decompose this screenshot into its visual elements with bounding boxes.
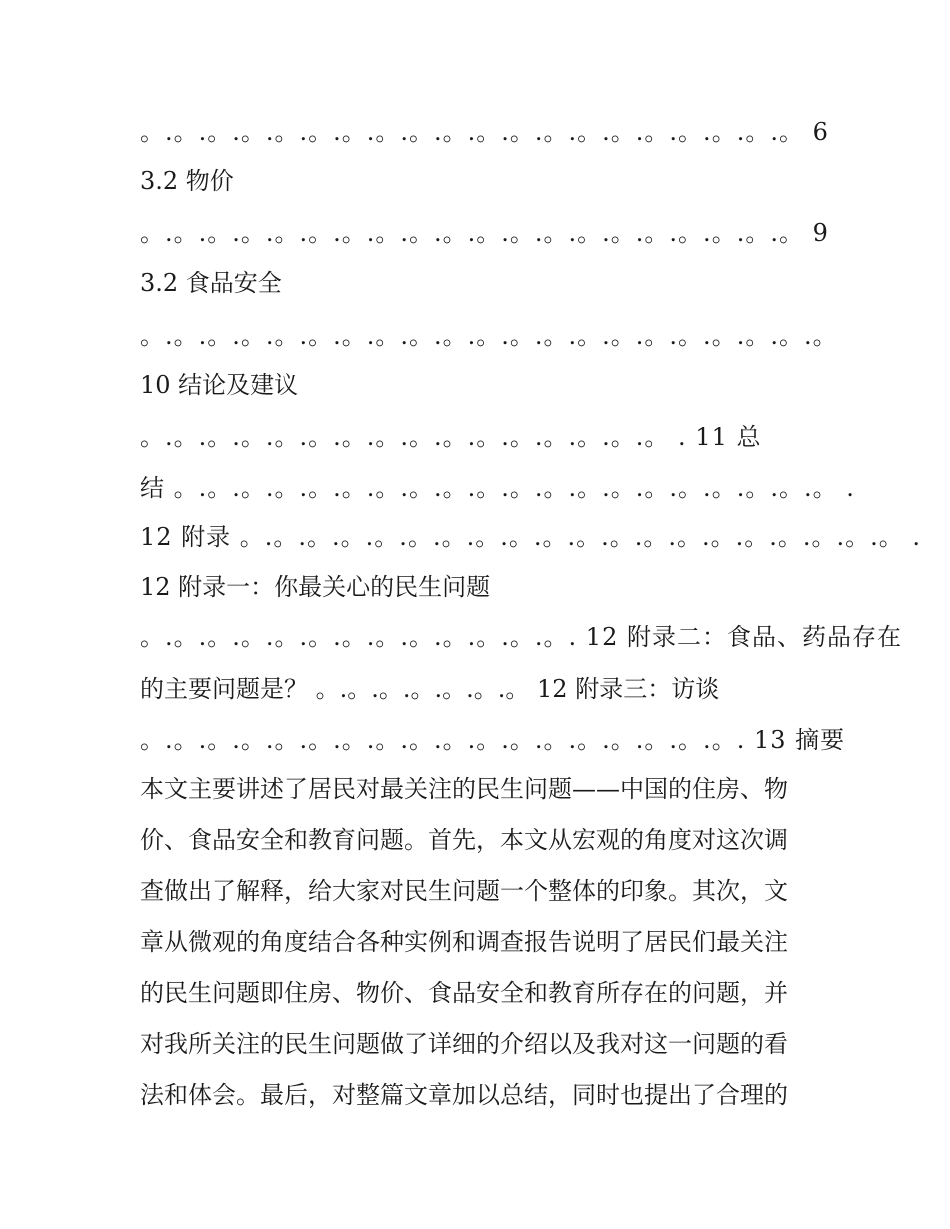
toc-leader-line: 。.。.。.。.。.。.。.。.。.。.。.。.。.。.。.。.。.。.。.。 9 (140, 219, 829, 247)
abstract-line: 章从微观的角度结合各种实例和调查报告说明了居民们最关注 (140, 928, 788, 956)
abstract-line: 价、食品安全和教育问题。首先，本文从宏观的角度对这次调 (140, 826, 788, 854)
abstract-line: 本文主要讲述了居民对最关注的民生问题——中国的住房、物 (140, 775, 788, 803)
toc-leader-line: 。.。.。.。.。.。.。.。.。.。.。.。.。.。.。.。 . 11 总 (140, 423, 762, 451)
toc-entry: 10 结论及建议 (140, 371, 299, 399)
toc-leader-line: 。.。.。.。.。.。.。.。.。.。.。.。.。.。.。.。.。.。.。.。.。 (140, 322, 838, 350)
toc-entry: 3.2 食品安全 (140, 269, 282, 297)
abstract-line: 的民生问题即住房、物价、食品安全和教育所存在的问题，并 (140, 979, 788, 1007)
toc-leader-line: 。.。.。.。.。.。.。.。.。.。.。.。.。.。.。.。.。.。.。.。 6 (140, 118, 829, 146)
toc-entry: 。.。.。.。.。.。.。.。.。.。.。.。.。. 12 附录二：食品、药品存在 (140, 623, 902, 651)
toc-entry: 12 附录一：你最关心的民生问题 (140, 573, 491, 601)
toc-entry: 。.。.。.。.。.。.。.。.。.。.。.。.。.。.。.。.。.。. 13 摘要 (140, 726, 846, 754)
toc-entry: 12 附录 。.。.。.。.。.。.。.。.。.。.。.。.。.。.。.。.。.。.。.。 . (140, 523, 922, 551)
toc-entry: 3.2 物价 (140, 167, 234, 195)
toc-entry: 结 。.。.。.。.。.。.。.。.。.。.。.。.。.。.。.。.。.。.。.。 . (140, 474, 855, 502)
abstract-line: 对我所关注的民生问题做了详细的介绍以及我对这一问题的看 (140, 1030, 788, 1058)
abstract-line: 查做出了解释，给大家对民生问题一个整体的印象。其次，文 (140, 877, 788, 905)
abstract-line: 法和体会。最后，对整篇文章加以总结，同时也提出了合理的 (140, 1081, 788, 1109)
toc-entry: 的主要问题是？ 。.。.。.。.。.。.。 12 附录三：访谈 (140, 675, 720, 703)
